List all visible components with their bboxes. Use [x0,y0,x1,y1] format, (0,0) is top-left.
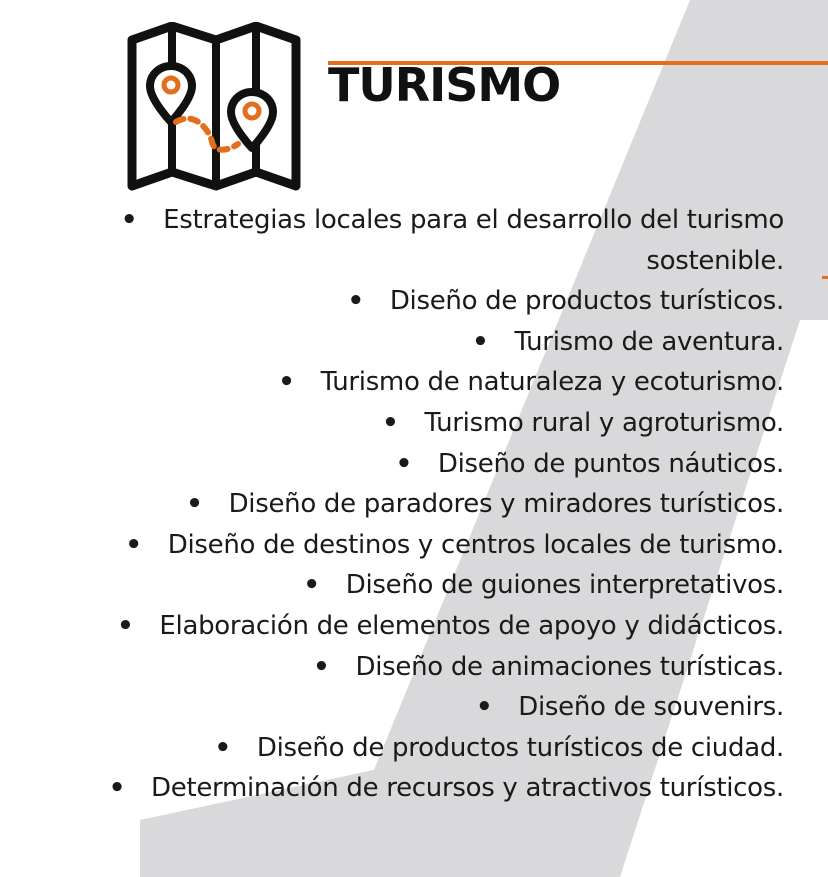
list-item [24,768,784,809]
list-item [24,687,784,728]
list-item-text: Diseño de paradores y miradores turísticos. [228,489,784,520]
list-item [24,728,784,769]
bullet-icon: • [214,732,231,763]
list-item-text: Turismo rural y agroturismo. [424,407,784,438]
bullet-icon: • [303,570,320,601]
list-item [24,444,784,485]
bullet-icon: • [117,610,134,641]
bullet-icon: • [475,692,493,723]
list-item-text: Turismo de aventura. [514,326,784,357]
list-item-text: Diseño de puntos náuticos. [437,448,784,479]
bullet-icon: • [125,529,142,560]
bullet-icon: • [382,407,399,438]
service-list [24,200,784,809]
bullet-icon: • [120,205,138,235]
list-item [24,403,784,444]
list-item-text: Turismo de naturaleza y ecoturismo. [320,367,784,398]
bullet-icon: • [186,489,203,520]
list-item [24,322,784,363]
list-item-text: Diseño de destinos y centros locales de turismo. [167,529,784,560]
list-item-text: Diseño de souvenirs. [518,692,784,723]
list-item-text: Diseño de productos turísticos de ciudad. [256,732,784,763]
bullet-icon: • [347,286,364,317]
page-title: TURISMO [328,58,561,112]
bullet-icon: • [278,367,295,398]
bullet-icon: • [395,448,412,479]
list-item [24,647,784,688]
list-item [24,525,784,566]
list-item [24,200,784,281]
list-item [24,484,784,525]
list-item [24,606,784,647]
side-accent-mark [822,276,828,279]
list-item-text: Diseño de guiones interpretativos. [345,570,784,601]
list-item [24,281,784,322]
list-item [24,362,784,403]
list-item-text: Diseño de animaciones turísticas. [355,651,784,682]
list-item-text: Diseño de productos turísticos. [389,286,784,317]
list-item-text: Determinación de recursos y atractivos turísticos. [151,773,784,804]
bullet-icon: • [108,773,126,804]
list-item-text: Elaboración de elementos de apoyo y didácticos. [159,610,784,641]
bullet-icon: • [472,326,489,357]
list-item [24,565,784,606]
map-route-icon [126,22,302,192]
bullet-icon: • [313,651,330,682]
list-item-text: Estrategias locales para el desarrollo del turismo sostenible. [163,205,784,276]
